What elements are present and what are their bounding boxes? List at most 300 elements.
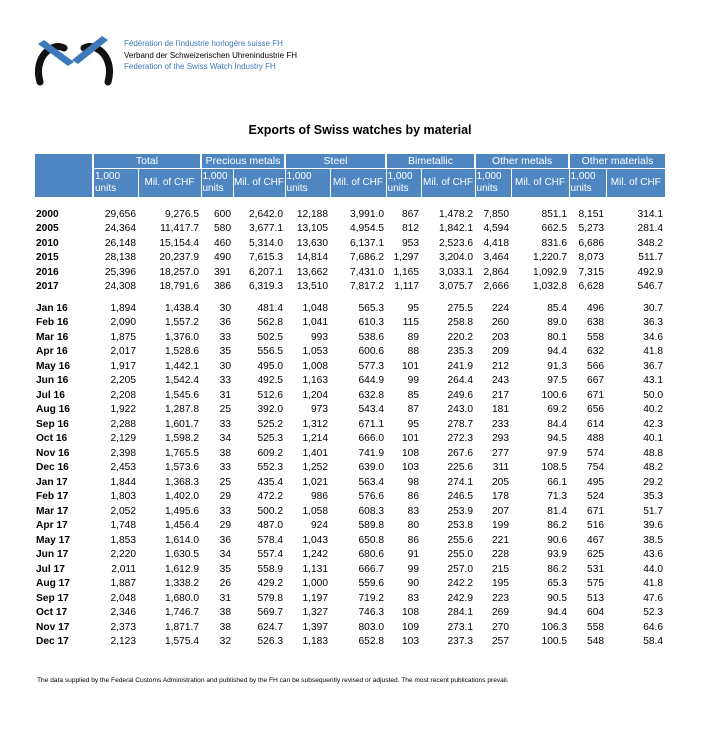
table-cell: 435.4 bbox=[257, 476, 284, 488]
table-cell: 492.5 bbox=[257, 375, 284, 387]
table-cell: 2,205 bbox=[110, 375, 136, 387]
table-cell: 30.7 bbox=[643, 302, 664, 314]
table-cell: 812 bbox=[402, 223, 420, 235]
table-cell: 80.1 bbox=[547, 331, 568, 343]
table-cell: 101 bbox=[402, 433, 420, 445]
table-cell: 71.3 bbox=[547, 491, 568, 503]
table-cell: 86.2 bbox=[547, 520, 568, 532]
table-cell: 644.9 bbox=[358, 375, 385, 387]
month-row bbox=[35, 316, 665, 331]
table-cell: 11,417.7 bbox=[160, 223, 199, 235]
table-cell: 1,397 bbox=[302, 621, 329, 633]
table-cell: 556.5 bbox=[257, 346, 284, 358]
table-cell: 512.6 bbox=[257, 389, 284, 401]
org-name-en: Federation of the Swiss Watch Industry FH bbox=[124, 62, 276, 71]
table-cell: 492.9 bbox=[637, 266, 664, 278]
table-cell: 87 bbox=[407, 404, 420, 416]
table-cell: 41.8 bbox=[643, 346, 664, 358]
table-cell: 255.6 bbox=[447, 534, 474, 546]
table-cell: 52.3 bbox=[643, 607, 664, 619]
table-cell: 115 bbox=[402, 317, 420, 329]
table-cell: 638 bbox=[587, 317, 605, 329]
table-cell: 267.6 bbox=[447, 447, 474, 459]
table-cell: 1,842.1 bbox=[439, 223, 474, 235]
table-cell: 589.8 bbox=[358, 520, 385, 532]
table-cell: 1,844 bbox=[110, 476, 136, 488]
table-cell: 1,573.6 bbox=[165, 462, 199, 474]
table-cell: 9,276.5 bbox=[165, 208, 199, 220]
table-cell: 43.6 bbox=[643, 549, 664, 561]
table-cell: 38.5 bbox=[643, 534, 664, 546]
table-cell: 94.5 bbox=[547, 433, 568, 445]
table-cell: 7,850 bbox=[483, 208, 510, 220]
table-cell: 1,765.5 bbox=[165, 447, 199, 459]
table-cell: 624.7 bbox=[257, 621, 284, 633]
sub-header-value: Mil. of CHF bbox=[421, 169, 475, 198]
table-cell: 31 bbox=[219, 592, 231, 604]
table-cell: 575 bbox=[587, 578, 605, 590]
table-cell: 13,662 bbox=[296, 266, 329, 278]
table-cell: 209 bbox=[492, 346, 510, 358]
table-cell: 2,048 bbox=[110, 592, 136, 604]
table-cell: 243 bbox=[492, 375, 510, 387]
table-cell: 100.6 bbox=[541, 389, 568, 401]
table-cell: 109 bbox=[402, 621, 420, 633]
table-cell: 242.2 bbox=[447, 578, 474, 590]
table-cell: 656 bbox=[587, 404, 605, 416]
row-label: 2005 bbox=[36, 223, 59, 235]
table-cell: 2,398 bbox=[110, 447, 136, 459]
table-cell: 577.3 bbox=[358, 360, 385, 372]
month-row bbox=[35, 475, 665, 490]
row-label: 2010 bbox=[36, 237, 59, 249]
table-cell: 2,052 bbox=[110, 505, 136, 517]
table-cell: 14,814 bbox=[296, 252, 329, 264]
month-row bbox=[35, 548, 665, 563]
table-cell: 7,615.3 bbox=[249, 252, 284, 264]
month-row bbox=[35, 330, 665, 345]
table-cell: 924 bbox=[311, 520, 329, 532]
table-cell: 7,686.2 bbox=[350, 252, 385, 264]
row-label: Feb 16 bbox=[36, 317, 69, 329]
table-cell: 1,542.4 bbox=[165, 375, 199, 387]
group-header-steel: Steel bbox=[285, 154, 386, 169]
sub-header-value: Mil. of CHF bbox=[233, 169, 285, 198]
table-cell: 1,598.2 bbox=[165, 433, 199, 445]
row-label: Nov 16 bbox=[36, 447, 70, 459]
table-cell: 241.9 bbox=[447, 360, 474, 372]
table-cell: 4,954.5 bbox=[350, 223, 385, 235]
table-cell: 15,154.4 bbox=[159, 237, 199, 249]
table-cell: 8,073 bbox=[578, 252, 605, 264]
table-cell: 284.1 bbox=[447, 607, 474, 619]
table-cell: 58.4 bbox=[643, 636, 664, 648]
table-cell: 1,557.2 bbox=[165, 317, 199, 329]
table-cell: 429.2 bbox=[257, 578, 284, 590]
month-row bbox=[35, 504, 665, 519]
month-row bbox=[35, 620, 665, 635]
table-cell: 3,204.0 bbox=[439, 252, 474, 264]
org-name-de: Verband der Schweizerischen Uhrenindustrie FH bbox=[124, 50, 297, 60]
table-cell: 106.3 bbox=[541, 621, 568, 633]
table-cell: 235.3 bbox=[447, 346, 474, 358]
footnote: The data supplied by the Federal Customs Administration and published by the FH can be subsequently revised or adjusted. The most recent publications prevail. bbox=[37, 677, 509, 684]
table-cell: 600 bbox=[214, 208, 231, 220]
table-cell: 3,033.1 bbox=[439, 266, 474, 278]
table-cell: 3,464 bbox=[483, 252, 510, 264]
table-cell: 2,011 bbox=[111, 563, 136, 575]
table-cell: 1,053 bbox=[302, 346, 329, 358]
table-cell: 215 bbox=[492, 563, 510, 575]
table-cell: 1,368.3 bbox=[165, 476, 199, 488]
table-cell: 671 bbox=[587, 389, 605, 401]
month-row bbox=[35, 461, 665, 476]
table-cell: 246.5 bbox=[447, 491, 474, 503]
month-row bbox=[35, 519, 665, 534]
table-cell: 2,123 bbox=[110, 636, 136, 648]
table-cell: 4,594 bbox=[483, 223, 510, 235]
sub-header-units: 1,000 units bbox=[475, 169, 511, 198]
table-cell: 277 bbox=[492, 447, 510, 459]
table-cell: 91.3 bbox=[547, 360, 568, 372]
table-cell: 1,545.6 bbox=[165, 389, 199, 401]
table-cell: 662.5 bbox=[541, 223, 568, 235]
table-cell: 386 bbox=[214, 281, 231, 293]
table-cell: 2,523.6 bbox=[439, 237, 474, 249]
table-cell: 565.3 bbox=[358, 302, 385, 314]
table-cell: 1,197 bbox=[302, 592, 329, 604]
table-cell: 195 bbox=[492, 578, 510, 590]
table-cell: 851.1 bbox=[541, 208, 568, 220]
table-cell: 108 bbox=[402, 447, 420, 459]
table-cell: 43.1 bbox=[643, 375, 664, 387]
table-cell: 1,401 bbox=[302, 447, 329, 459]
table-cell: 18,257.0 bbox=[159, 266, 199, 278]
table-cell: 557.4 bbox=[257, 549, 284, 561]
table-cell: 6,628 bbox=[578, 281, 605, 293]
table-cell: 1,242 bbox=[302, 549, 329, 561]
spacer-cell bbox=[35, 294, 665, 301]
table-cell: 94.4 bbox=[547, 346, 568, 358]
table-cell: 538.6 bbox=[358, 331, 385, 343]
table-cell: 2,666 bbox=[483, 281, 510, 293]
table-cell: 81.4 bbox=[547, 505, 568, 517]
table-cell: 1,032.8 bbox=[533, 281, 568, 293]
table-cell: 311 bbox=[492, 462, 510, 474]
group-header-bimetallic: Bimetallic bbox=[386, 154, 475, 169]
table-cell: 89 bbox=[407, 331, 420, 343]
row-label: Jun 16 bbox=[36, 375, 69, 387]
table-cell: 30 bbox=[219, 302, 231, 314]
table-cell: 253.8 bbox=[447, 520, 474, 532]
table-cell: 1,612.9 bbox=[165, 563, 199, 575]
table-cell: 953 bbox=[402, 237, 420, 249]
month-row bbox=[35, 374, 665, 389]
table-cell: 803.0 bbox=[358, 621, 385, 633]
table-cell: 94.4 bbox=[547, 607, 568, 619]
table-cell: 260 bbox=[492, 317, 510, 329]
table-cell: 986 bbox=[311, 491, 329, 503]
table-cell: 32 bbox=[219, 636, 231, 648]
table-cell: 867 bbox=[402, 208, 420, 220]
table-cell: 42.3 bbox=[643, 418, 664, 430]
table-cell: 273.1 bbox=[447, 621, 474, 633]
table-cell: 1,287.8 bbox=[165, 404, 199, 416]
table-cell: 35 bbox=[219, 563, 231, 575]
table-cell: 604 bbox=[587, 607, 605, 619]
table-cell: 614 bbox=[587, 418, 605, 430]
table-cell: 34.6 bbox=[643, 331, 664, 343]
table-cell: 495.0 bbox=[257, 360, 284, 372]
table-cell: 36.7 bbox=[643, 360, 664, 372]
table-cell: 666.7 bbox=[358, 563, 385, 575]
table-cell: 1,297 bbox=[393, 252, 420, 264]
table-cell: 95 bbox=[407, 302, 420, 314]
table-cell: 552.3 bbox=[257, 462, 284, 474]
table-cell: 25 bbox=[219, 404, 231, 416]
table-cell: 269 bbox=[492, 607, 510, 619]
table-cell: 7,431.0 bbox=[350, 266, 385, 278]
table-cell: 1,917 bbox=[110, 360, 136, 372]
table-cell: 562.8 bbox=[257, 317, 284, 329]
org-name-fr: Fédération de l'industrie horlogère suisse FH bbox=[124, 39, 283, 48]
table-cell: 1,528.6 bbox=[165, 346, 199, 358]
group-header-other-materials: Other materials bbox=[569, 154, 665, 169]
month-row bbox=[35, 606, 665, 621]
table-cell: 2,129 bbox=[110, 433, 136, 445]
exports-table bbox=[35, 154, 665, 649]
table-cell: 199 bbox=[492, 520, 510, 532]
table-cell: 524 bbox=[587, 491, 605, 503]
table-cell: 108.5 bbox=[541, 462, 568, 474]
table-cell: 293 bbox=[492, 433, 510, 445]
row-label-header bbox=[35, 154, 93, 197]
table-cell: 1,575.4 bbox=[165, 636, 199, 648]
table-cell: 973 bbox=[311, 404, 329, 416]
table-cell: 1,338.2 bbox=[165, 578, 199, 590]
row-label: Dec 16 bbox=[36, 462, 69, 474]
table-cell: 600.6 bbox=[358, 346, 385, 358]
table-cell: 24,308 bbox=[104, 281, 136, 293]
table-cell: 66.1 bbox=[547, 476, 568, 488]
month-row bbox=[35, 446, 665, 461]
table-cell: 831.6 bbox=[541, 237, 568, 249]
table-cell: 270 bbox=[492, 621, 510, 633]
table-cell: 511.7 bbox=[638, 252, 664, 264]
group-header-precious-metals: Precious metals bbox=[201, 154, 285, 169]
table-cell: 558 bbox=[587, 331, 605, 343]
table-cell: 1,092.9 bbox=[533, 266, 568, 278]
table-cell: 1,048 bbox=[302, 302, 329, 314]
row-label: Jan 16 bbox=[36, 302, 68, 314]
table-cell: 178 bbox=[492, 491, 510, 503]
row-label: 2000 bbox=[36, 208, 59, 220]
row-label: Mar 17 bbox=[36, 505, 69, 517]
table-cell: 48.2 bbox=[643, 462, 664, 474]
table-cell: 224 bbox=[492, 302, 510, 314]
table-cell: 1,438.4 bbox=[165, 302, 199, 314]
table-cell: 632.8 bbox=[358, 389, 385, 401]
row-label: Jul 16 bbox=[36, 389, 65, 401]
table-cell: 2,864 bbox=[483, 266, 510, 278]
month-row bbox=[35, 403, 665, 418]
table-cell: 1,252 bbox=[302, 462, 329, 474]
table-cell: 746.3 bbox=[358, 607, 385, 619]
table-cell: 26,148 bbox=[104, 237, 136, 249]
month-row bbox=[35, 635, 665, 650]
month-row bbox=[35, 388, 665, 403]
table-cell: 85.4 bbox=[547, 302, 568, 314]
table-cell: 1,630.5 bbox=[165, 549, 199, 561]
spacer-row bbox=[35, 294, 665, 301]
table-cell: 25,396 bbox=[104, 266, 136, 278]
table-cell: 460 bbox=[214, 237, 231, 249]
table-cell: 566 bbox=[587, 360, 605, 372]
table-cell: 228 bbox=[492, 549, 510, 561]
table-cell: 1,214 bbox=[302, 433, 329, 445]
table-cell: 100.5 bbox=[541, 636, 568, 648]
table-cell: 103 bbox=[402, 636, 420, 648]
table-cell: 495 bbox=[587, 476, 605, 488]
table-cell: 1,614.0 bbox=[165, 534, 199, 546]
table-cell: 97.9 bbox=[547, 447, 568, 459]
page-title: Exports of Swiss watches by material bbox=[248, 123, 472, 137]
table-cell: 243.0 bbox=[447, 404, 474, 416]
table-cell: 719.2 bbox=[358, 592, 385, 604]
table-cell: 2,288 bbox=[110, 418, 136, 430]
table-cell: 33 bbox=[219, 462, 231, 474]
table-cell: 546.7 bbox=[637, 281, 664, 293]
table-cell: 36 bbox=[219, 317, 231, 329]
table-cell: 40.2 bbox=[643, 404, 664, 416]
table-cell: 1,680.0 bbox=[165, 592, 199, 604]
table-cell: 103 bbox=[402, 462, 420, 474]
table-cell: 500.2 bbox=[257, 505, 284, 517]
table-cell: 6,686 bbox=[578, 237, 605, 249]
row-label: Aug 16 bbox=[36, 404, 70, 416]
table-cell: 1,204 bbox=[302, 389, 329, 401]
header bbox=[34, 34, 454, 90]
year-row bbox=[35, 236, 665, 251]
month-row bbox=[35, 417, 665, 432]
table-cell: 90.5 bbox=[547, 592, 568, 604]
sub-header-units: 1,000 units bbox=[386, 169, 421, 198]
table-cell: 513 bbox=[587, 592, 605, 604]
table-cell: 275.5 bbox=[447, 302, 474, 314]
table-cell: 83 bbox=[407, 505, 420, 517]
table-cell: 281.4 bbox=[637, 223, 664, 235]
row-label: Oct 17 bbox=[36, 607, 68, 619]
table-cell: 181 bbox=[492, 404, 510, 416]
table-cell: 85 bbox=[407, 389, 420, 401]
table-cell: 225.6 bbox=[447, 462, 474, 474]
month-row bbox=[35, 533, 665, 548]
table-cell: 472.2 bbox=[257, 491, 284, 503]
sub-header-value: Mil. of CHF bbox=[330, 169, 386, 198]
table-cell: 18,791.6 bbox=[159, 281, 199, 293]
table-cell: 1,478.2 bbox=[439, 208, 474, 220]
table-cell: 25 bbox=[219, 476, 231, 488]
month-row bbox=[35, 359, 665, 374]
table-cell: 257 bbox=[492, 636, 510, 648]
table-cell: 242.9 bbox=[447, 592, 474, 604]
table-cell: 1,043 bbox=[302, 534, 329, 546]
table-cell: 1,442.1 bbox=[165, 360, 199, 372]
table-cell: 89.0 bbox=[547, 317, 568, 329]
table-cell: 108 bbox=[402, 607, 420, 619]
table-cell: 223 bbox=[492, 592, 510, 604]
table-cell: 1,456.4 bbox=[165, 520, 199, 532]
fh-logo-icon bbox=[34, 34, 114, 90]
sub-header-units: 1,000 units bbox=[569, 169, 606, 198]
table-cell: 314.1 bbox=[637, 208, 664, 220]
table-cell: 253.9 bbox=[447, 505, 474, 517]
month-row bbox=[35, 345, 665, 360]
table-cell: 496 bbox=[587, 302, 605, 314]
row-label: Sep 16 bbox=[36, 418, 69, 430]
year-row bbox=[35, 265, 665, 280]
sub-header-value: Mil. of CHF bbox=[138, 169, 201, 198]
table-cell: 610.3 bbox=[358, 317, 385, 329]
table-cell: 12,188 bbox=[296, 208, 329, 220]
table-cell: 559.6 bbox=[358, 578, 385, 590]
table-cell: 51.7 bbox=[643, 505, 664, 517]
sub-header-value: Mil. of CHF bbox=[606, 169, 665, 198]
table-cell: 348.2 bbox=[637, 237, 664, 249]
table-cell: 1,058 bbox=[302, 505, 329, 517]
month-row bbox=[35, 490, 665, 505]
sub-header-units: 1,000 units bbox=[93, 169, 138, 198]
table-cell: 1,875 bbox=[110, 331, 136, 343]
group-header-other-metals: Other metals bbox=[475, 154, 569, 169]
table-cell: 29,656 bbox=[104, 208, 136, 220]
table-cell: 220.2 bbox=[447, 331, 474, 343]
table-cell: 650.8 bbox=[358, 534, 385, 546]
table-cell: 38 bbox=[219, 607, 231, 619]
table-cell: 255.0 bbox=[447, 549, 474, 561]
table-cell: 35 bbox=[219, 346, 231, 358]
table-cell: 33 bbox=[219, 505, 231, 517]
sub-header-units: 1,000 units bbox=[201, 169, 233, 198]
table-cell: 1,131 bbox=[302, 563, 329, 575]
table-cell: 38 bbox=[219, 447, 231, 459]
table-cell: 217 bbox=[492, 389, 510, 401]
table-cell: 278.7 bbox=[447, 418, 474, 430]
table-cell: 2,373 bbox=[110, 621, 136, 633]
table-cell: 579.8 bbox=[257, 592, 284, 604]
table-cell: 569.7 bbox=[257, 607, 284, 619]
table-cell: 95 bbox=[407, 418, 420, 430]
table-cell: 639.0 bbox=[358, 462, 385, 474]
table-cell: 65.3 bbox=[547, 578, 568, 590]
month-row bbox=[35, 432, 665, 447]
table-cell: 4,418 bbox=[483, 237, 510, 249]
table-cell: 40.1 bbox=[643, 433, 664, 445]
table-cell: 3,677.1 bbox=[249, 223, 284, 235]
table-cell: 264.4 bbox=[447, 375, 474, 387]
table-cell: 221 bbox=[492, 534, 510, 546]
table-cell: 7,817.2 bbox=[350, 281, 385, 293]
year-row bbox=[35, 280, 665, 295]
table-cell: 543.4 bbox=[358, 404, 385, 416]
table-cell: 99 bbox=[407, 563, 420, 575]
table-cell: 1,000 bbox=[302, 578, 329, 590]
table-cell: 36 bbox=[219, 534, 231, 546]
table-cell: 558.9 bbox=[257, 563, 284, 575]
row-label: Nov 17 bbox=[36, 621, 70, 633]
table-cell: 1,922 bbox=[110, 404, 136, 416]
group-header-row bbox=[35, 154, 665, 169]
